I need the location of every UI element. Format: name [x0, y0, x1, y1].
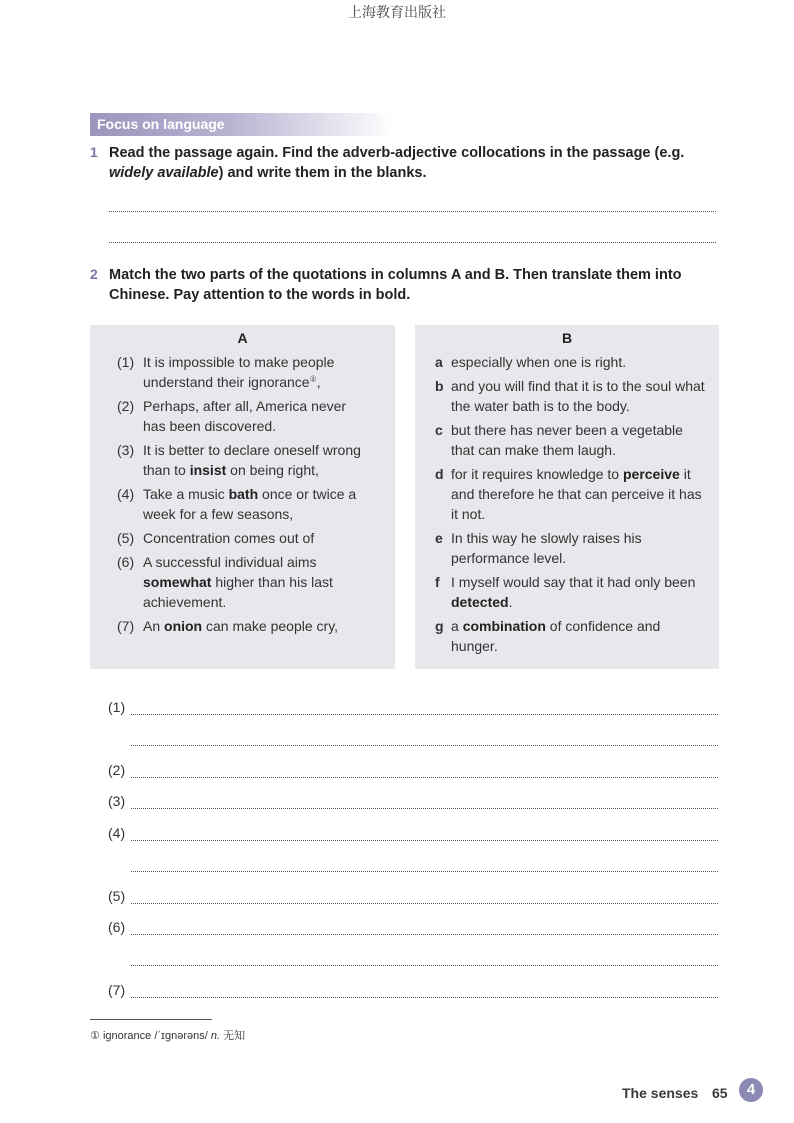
answer-line[interactable]	[131, 871, 718, 872]
column-a-item-text	[117, 616, 362, 636]
column-a-item-text-part: It is impossible to make people understand their ignorance	[143, 354, 335, 390]
footnote-word: ignorance	[102, 1030, 152, 1042]
column-a-item	[117, 528, 362, 548]
column-a-item	[117, 352, 362, 392]
column-a-item-text-part: can make people cry,	[202, 618, 339, 634]
answer-label: (3)	[108, 793, 126, 809]
column-b-item-text	[435, 420, 707, 460]
column-a-item	[117, 616, 362, 636]
footnote-rule	[90, 1019, 212, 1020]
question-2-number: 2	[90, 266, 98, 282]
column-a-box	[90, 325, 395, 669]
column-b-item-text-part: perceive	[622, 466, 680, 482]
column-b-item-text-part: detected	[451, 594, 509, 610]
column-b-item-text-part: of confidence and hunger.	[451, 618, 661, 654]
column-a-item-text-part: Perhaps, after all, America never has been discovered.	[143, 398, 347, 434]
column-b-item	[435, 572, 707, 612]
column-a-item-text-part: on being right,	[226, 462, 319, 478]
column-b-item-text	[435, 464, 707, 524]
column-b-item-text	[435, 528, 707, 568]
answer-line[interactable]	[131, 714, 718, 715]
column-b-item	[435, 352, 707, 372]
column-a-item-text-part: somewhat	[143, 574, 212, 590]
column-a-item	[117, 484, 362, 524]
column-a-heading: A	[237, 330, 248, 346]
chapter-title: The senses	[622, 1085, 699, 1101]
footnote-marker: ①	[90, 1030, 100, 1042]
column-b-item-text-part: especially when one is right.	[451, 354, 627, 370]
column-a-item-text	[117, 440, 362, 480]
answer-label: (6)	[108, 919, 126, 935]
column-a-item-text	[117, 552, 362, 612]
column-a-item	[117, 440, 362, 480]
column-b-item	[435, 464, 707, 524]
column-b-item	[435, 616, 707, 656]
column-a-item-text-part: ,	[316, 374, 321, 390]
section-title: Focus on language	[97, 116, 225, 132]
column-b-item-text-part: combination	[462, 618, 546, 634]
chapter-number-badge: 4	[739, 1078, 763, 1102]
footnote-meaning: 无知	[223, 1029, 246, 1042]
column-b-item-label: g	[435, 618, 444, 634]
column-a-item-text-part: once or twice a week for a few seasons,	[143, 486, 357, 522]
column-b-item-text-part: I myself would say that it had only been	[451, 574, 696, 590]
page-number: 65	[712, 1085, 728, 1101]
question-1-example: widely available	[109, 165, 219, 181]
column-b-item-text	[435, 572, 707, 612]
column-a-item	[117, 396, 362, 436]
answer-line-q1-2[interactable]	[109, 242, 716, 243]
answer-line[interactable]	[131, 745, 718, 746]
column-a-item-text	[117, 528, 362, 548]
column-b-item-label: f	[435, 574, 440, 590]
column-b-item	[435, 528, 707, 568]
column-b-item-text	[435, 616, 707, 656]
column-b-item-label: c	[435, 422, 443, 438]
footnote-pos: n.	[210, 1030, 221, 1042]
column-b-item-text-part: .	[508, 594, 513, 610]
column-a-item-text-part: ①	[309, 374, 317, 384]
column-a-item-text-part: It is better to declare oneself wrong than to	[143, 442, 361, 478]
column-b-item-label: e	[435, 530, 443, 546]
answer-line[interactable]	[131, 808, 718, 809]
column-b-item-text	[435, 352, 707, 372]
question-1-text	[109, 143, 729, 183]
question-2-text	[109, 265, 729, 305]
answer-line[interactable]	[131, 934, 718, 935]
column-a-item-label: (6)	[117, 554, 135, 570]
column-b-item-text-part: In this way he slowly raises his performance level.	[451, 530, 642, 566]
column-a-item-text-part: An	[143, 618, 165, 634]
column-b-item-label: b	[435, 378, 444, 394]
section-banner	[90, 113, 395, 136]
question-2-line-1: Match the two parts of the quotations in columns A and B. Then translate them into	[109, 267, 682, 283]
column-a-item-label: (5)	[117, 530, 135, 546]
column-a-item-text-part: higher than his last achievement.	[143, 574, 333, 610]
column-a-item	[117, 552, 362, 612]
question-1-number: 1	[90, 144, 98, 160]
column-b-item-text	[435, 376, 707, 416]
column-a-item-label: (1)	[117, 354, 135, 370]
answer-line[interactable]	[131, 840, 718, 841]
answer-label: (1)	[108, 699, 126, 715]
answer-line[interactable]	[131, 903, 718, 904]
answer-line[interactable]	[131, 777, 718, 778]
answer-line-q1-1[interactable]	[109, 211, 716, 212]
answer-label: (7)	[108, 982, 126, 998]
column-b-box	[415, 325, 719, 669]
column-b-item-label: a	[435, 354, 443, 370]
column-a-item-text-part: insist	[189, 462, 227, 478]
column-a-item-text-part: Concentration comes out of	[143, 530, 315, 546]
column-a-item-text-part: Take a music	[143, 486, 229, 502]
column-b-item-text-part: for it requires knowledge to	[451, 466, 623, 482]
column-b-item-text-part: a	[451, 618, 463, 634]
answer-label: (4)	[108, 825, 126, 841]
answer-line[interactable]	[131, 965, 718, 966]
footnote	[90, 1027, 245, 1043]
question-1-text-a: Read the passage again. Find the adverb-adjective collocations in the passage (e.g.	[109, 145, 685, 161]
question-2-line-2: Chinese. Pay attention to the words in bold.	[109, 287, 411, 303]
footnote-phonetic: /ˈɪɡnərəns/	[154, 1030, 208, 1042]
column-a-item-text-part: A successful individual aims	[143, 554, 317, 570]
answer-label: (2)	[108, 762, 126, 778]
column-a-item-text	[117, 352, 362, 392]
column-a-item-label: (4)	[117, 486, 135, 502]
column-a-item-text-part: onion	[164, 618, 203, 634]
column-b-heading: B	[561, 330, 573, 346]
question-1-text-b: ) and write them in the blanks.	[218, 165, 427, 181]
column-b-item-text-part: it and therefore he that can perceive it has it not.	[451, 466, 702, 522]
publisher-header: 上海教育出版社	[348, 5, 446, 21]
column-b-item-text-part: and you will find that it is to the soul what the water bath is to the body.	[451, 378, 705, 414]
column-a-item-label: (3)	[117, 442, 135, 458]
column-a-item-text	[117, 396, 362, 436]
column-a-item-label: (7)	[117, 618, 135, 634]
column-a-item-label: (2)	[117, 398, 135, 414]
answer-label: (5)	[108, 888, 126, 904]
answer-line[interactable]	[131, 997, 718, 998]
column-b-item-label: d	[435, 466, 444, 482]
column-a-item-text-part: bath	[228, 486, 259, 502]
column-b-item	[435, 420, 707, 460]
column-a-item-text	[117, 484, 362, 524]
column-b-item	[435, 376, 707, 416]
column-b-item-text-part: but there has never been a vegetable that can make them laugh.	[451, 422, 683, 458]
